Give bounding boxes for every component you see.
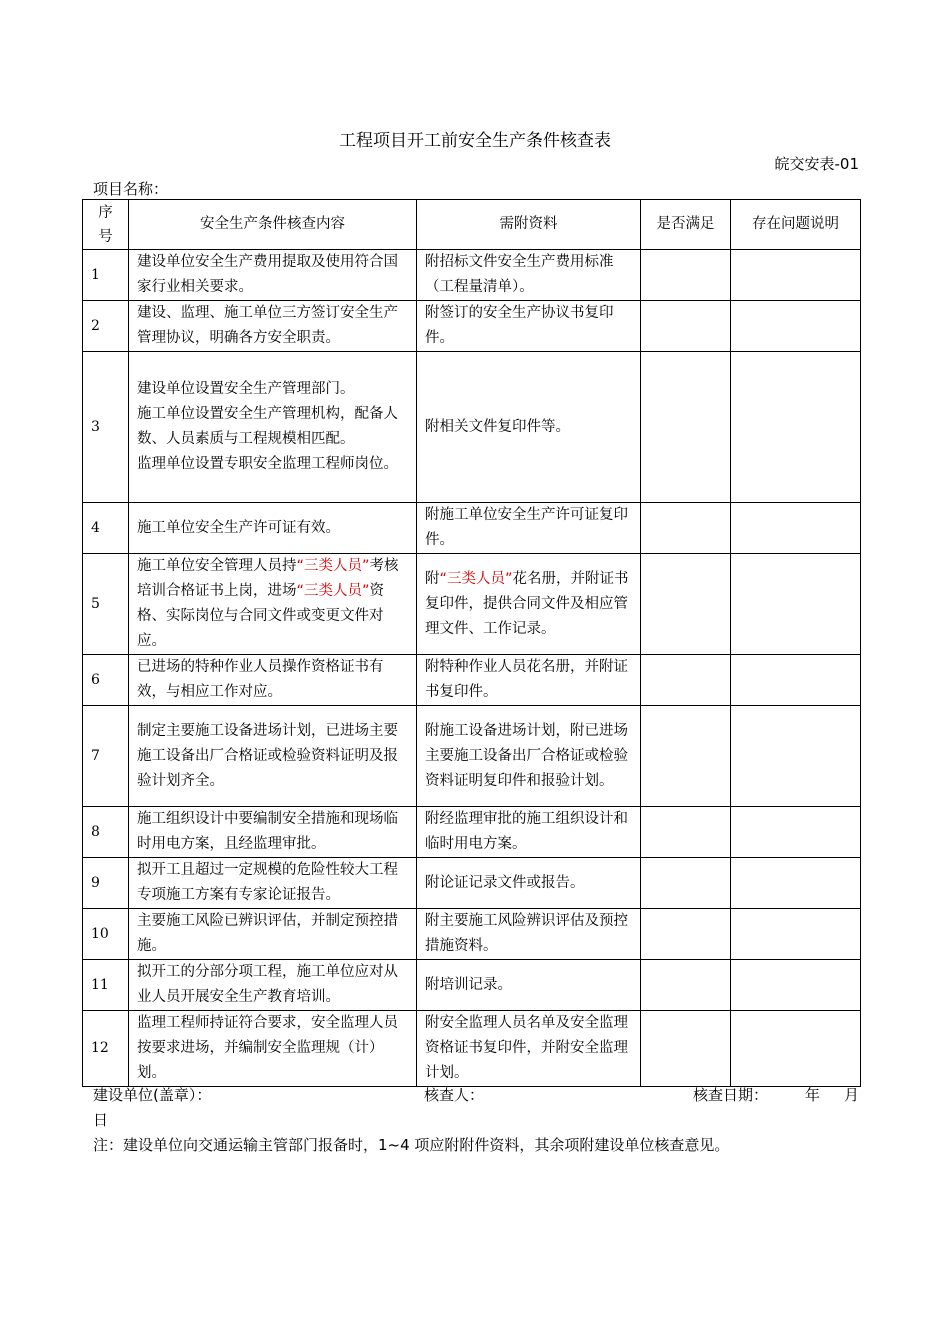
table-row [83,960,861,1011]
row-no: 11 [83,960,129,1011]
row-attach: 附主要施工风险辨识评估及预控措施资料。 [417,909,641,960]
row-satisfied-cell[interactable] [641,858,731,909]
table-row [83,503,861,554]
row-satisfied-cell[interactable] [641,250,731,301]
header-satisfied: 是否满足 [641,200,731,250]
attach-text: 附 [425,570,440,587]
row-no: 5 [83,554,129,655]
header-content: 安全生产条件核查内容 [129,200,417,250]
row-satisfied-cell[interactable] [641,352,731,503]
row-issues-cell[interactable] [731,1011,861,1087]
row-content [129,554,417,655]
table-header-row [83,200,861,250]
year-label: 年 [805,1086,821,1104]
row-no: 4 [83,503,129,554]
day-label: 日 [93,1111,109,1129]
table-row [83,301,861,352]
row-attach [417,554,641,655]
row-content: 监理工程师持证符合要求，安全监理人员按要求进场，并编制安全监理规（计）划。 [129,1011,417,1087]
table-row [83,250,861,301]
table-row [83,655,861,706]
content-line: 施工单位设置安全生产管理机构，配备人数、人员素质与工程规模相匹配。 [137,406,398,447]
builder-seal-label: 建设单位(盖章）： [93,1086,212,1104]
row-content: 施工组织设计中要编制安全措施和现场临时用电方案，且经监理审批。 [129,807,417,858]
row-no: 12 [83,1011,129,1087]
content-line: 建设单位设置安全生产管理部门。 [137,381,355,397]
table-row [83,352,861,503]
row-attach: 附签订的安全生产协议书复印件。 [417,301,641,352]
row-no: 9 [83,858,129,909]
row-satisfied-cell[interactable] [641,909,731,960]
row-content: 建设单位安全生产费用提取及使用符合国家行业相关要求。 [129,250,417,301]
row-no: 1 [83,250,129,301]
table-row [83,807,861,858]
form-code: 皖交安表-01 [774,155,859,173]
highlight-text: “三类人员” [296,558,370,574]
table-row [83,909,861,960]
row-satisfied-cell[interactable] [641,706,731,807]
row-attach: 附论证记录文件或报告。 [417,858,641,909]
month-label: 月 [844,1086,860,1104]
row-no: 3 [83,352,129,503]
row-issues-cell[interactable] [731,503,861,554]
content-line: 监理单位设置专职安全监理工程师岗位。 [137,456,398,472]
row-satisfied-cell[interactable] [641,807,731,858]
row-attach: 附特种作业人员花名册，并附证书复印件。 [417,655,641,706]
row-content: 主要施工风险已辨识评估，并制定预控措施。 [129,909,417,960]
table-row [83,554,861,655]
check-date-label: 核查日期： [693,1086,769,1104]
header-no: 序号 [83,200,129,250]
table-row [83,706,861,807]
row-issues-cell[interactable] [731,807,861,858]
highlight-text: “三类人员” [439,570,513,587]
row-no: 2 [83,301,129,352]
row-content [129,352,417,503]
row-issues-cell[interactable] [731,655,861,706]
row-content: 建设、监理、施工单位三方签订安全生产管理协议，明确各方安全职责。 [129,301,417,352]
checklist-table [82,199,861,1087]
row-issues-cell[interactable] [731,960,861,1011]
row-satisfied-cell[interactable] [641,554,731,655]
row-attach: 附施工单位安全生产许可证复印件。 [417,503,641,554]
row-attach: 附相关文件复印件等。 [417,352,641,503]
row-no: 8 [83,807,129,858]
attach-text: 花名册，并附证书复印件，提供合同文件及相应管理文件、工作记录。 [425,570,629,637]
row-attach: 附经监理审批的施工组织设计和临时用电方案。 [417,807,641,858]
row-issues-cell[interactable] [731,352,861,503]
header-issues: 存在问题说明 [731,200,861,250]
row-satisfied-cell[interactable] [641,655,731,706]
header-attach: 需附资料 [417,200,641,250]
content-text: 考核培训合格证书上岗，进场 [137,558,399,599]
row-satisfied-cell[interactable] [641,960,731,1011]
table-row [83,1011,861,1087]
row-satisfied-cell[interactable] [641,1011,731,1087]
row-content: 施工单位安全生产许可证有效。 [129,503,417,554]
row-issues-cell[interactable] [731,706,861,807]
row-no: 6 [83,655,129,706]
table-row [83,858,861,909]
highlight-text: “三类人员” [296,583,370,599]
row-satisfied-cell[interactable] [641,301,731,352]
row-issues-cell[interactable] [731,858,861,909]
checker-label: 核查人： [424,1086,485,1104]
content-text: 施工单位安全管理人员持 [137,558,297,574]
footnote: 注：建设单位向交通运输主管部门报备时，1~4 项应附附件资料，其余项附建设单位核查意见。 [93,1136,730,1154]
row-issues-cell[interactable] [731,301,861,352]
row-attach: 附施工设备进场计划，附已进场主要施工设备出厂合格证或检验资料证明复印件和报验计划。 [417,706,641,807]
project-name-label: 项目名称： [93,180,169,198]
row-issues-cell[interactable] [731,250,861,301]
content-text: 资格、实际岗位与合同文件或变更文件对应。 [137,583,385,649]
row-attach: 附安全监理人员名单及安全监理资格证书复印件，并附安全监理计划。 [417,1011,641,1087]
row-content: 已进场的特种作业人员操作资格证书有效，与相应工作对应。 [129,655,417,706]
row-attach: 附招标文件安全生产费用标准（工程量清单）。 [417,250,641,301]
row-attach: 附培训记录。 [417,960,641,1011]
row-content: 拟开工的分部分项工程，施工单位应对从业人员开展安全生产教育培训。 [129,960,417,1011]
row-issues-cell[interactable] [731,909,861,960]
document-title: 工程项目开工前安全生产条件核查表 [339,131,611,151]
row-issues-cell[interactable] [731,554,861,655]
row-content: 制定主要施工设备进场计划，已进场主要施工设备出厂合格证或检验资料证明及报验计划齐全。 [129,706,417,807]
row-content: 拟开工且超过一定规模的危险性较大工程专项施工方案有专家论证报告。 [129,858,417,909]
row-no: 10 [83,909,129,960]
row-satisfied-cell[interactable] [641,503,731,554]
row-no: 7 [83,706,129,807]
